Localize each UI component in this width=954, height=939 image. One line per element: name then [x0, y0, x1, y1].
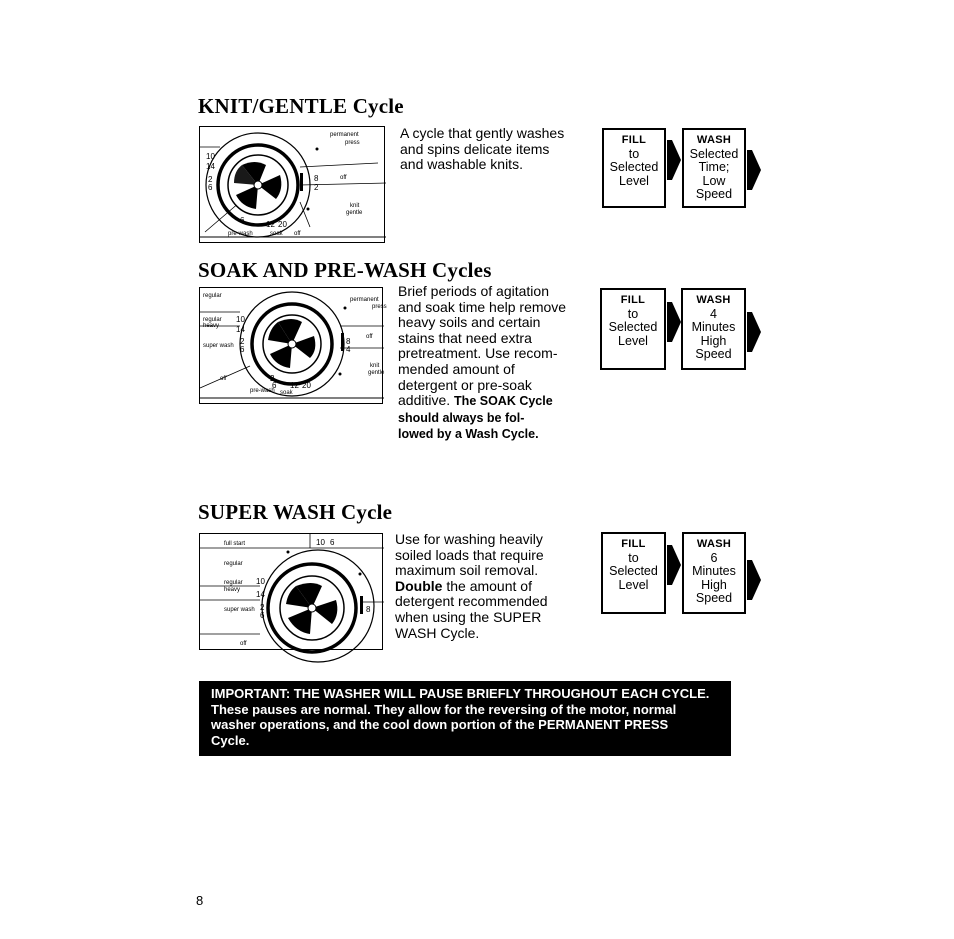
super-fill-arrow-icon [672, 545, 681, 585]
super-dial-illustration [199, 533, 383, 650]
knit-dial-num-2: 2 [208, 175, 213, 184]
knit-dial-num-6b: 6 [240, 216, 245, 225]
super-dial-num-6: 6 [260, 611, 265, 620]
knit-dial-press-label: press [345, 140, 360, 146]
super-dial-num-2: 2 [260, 603, 265, 612]
knit-wash-line: Speed [695, 187, 733, 202]
knit-dial-num-14: 14 [206, 162, 215, 171]
soak-dial-off2-label: off [220, 376, 227, 382]
soak-dial-off-label: off [366, 334, 373, 340]
soak-wash-line: 4 [710, 306, 717, 321]
soak-dial-num-4: 4 [346, 345, 351, 354]
knit-wash-box [682, 128, 746, 208]
soak-desc-line [398, 426, 566, 443]
soak-fill-arrow-icon [672, 302, 681, 342]
super-dial-heavy-label: heavy [224, 587, 241, 593]
soak-dial-permanent-label: permanent [350, 297, 379, 303]
soak-fill-line: Level [618, 333, 648, 348]
important-line: Cycle. [211, 732, 250, 748]
super-wash-line: 6 [710, 550, 718, 565]
knit-desc-line: and washable knits. [400, 156, 523, 173]
super-dial-regular2-label: regular [224, 580, 243, 586]
knit-desc-line: and spins delicate items [400, 140, 550, 157]
soak-desc-line: and soak time help remove [398, 298, 567, 315]
soak-desc-bold: lowed by a Wash Cycle. [398, 427, 539, 442]
knit-dial-num-12: 12 [266, 220, 275, 229]
super-description [395, 532, 548, 641]
knit-wash-arrow-icon [752, 150, 761, 190]
soak-fill-label: FILL [620, 294, 646, 306]
super-dial-num-10: 10 [256, 577, 265, 586]
soak-wash-line: Minutes [691, 320, 736, 335]
soak-fill-line: Selected [608, 320, 658, 335]
knit-desc-line: A cycle that gently washes [400, 125, 565, 141]
super-dial-fullstart-label: full start [224, 541, 246, 547]
knit-fill-line: Level [619, 173, 649, 188]
soak-wash-line: High [700, 333, 727, 348]
knit-wash-line: Selected [689, 146, 739, 161]
soak-prewash-heading: SOAK AND PRE-WASH Cycles [198, 258, 492, 282]
super-wash-line: High [701, 577, 727, 592]
soak-desc-line: pretreatment. Use recom- [398, 345, 558, 362]
super-dial-superwash-label: super wash [224, 607, 255, 613]
knit-dial-num-20: 20 [278, 220, 287, 229]
important-notice [199, 681, 731, 756]
soak-desc-line: mended amount of [398, 360, 515, 377]
knit-wash-line: Time; [698, 160, 730, 175]
knit-fill-label: FILL [621, 134, 647, 146]
super-desc-bold: Double [395, 577, 443, 594]
soak-dial-num-8: 8 [346, 337, 351, 346]
soak-dial-num-6: 6 [240, 345, 245, 354]
super-wash-heading: SUPER WASH Cycle [198, 500, 393, 524]
important-line: washer operations, and the cool down portion of the PERMANENT PRESS [211, 717, 669, 733]
super-desc-line: Use for washing heavily [395, 531, 543, 547]
knit-dial-prewash-label: pre-wash [228, 231, 253, 237]
knit-dial-off2-label: off [294, 231, 301, 237]
soak-desc-line: heavy soils and certain [398, 314, 541, 331]
knit-description [400, 126, 564, 173]
soak-fill-box [600, 288, 666, 370]
soak-dial-num-6b: 6 [272, 381, 277, 390]
super-dial-regular-label: regular [224, 561, 243, 567]
soak-dial-num-2b: 2 [270, 374, 275, 383]
super-dial-num-14: 14 [256, 590, 265, 599]
soak-dial-regular2-label: regular [203, 317, 222, 323]
knit-dial-off-label: off [340, 175, 347, 181]
page-number: 8 [196, 893, 204, 908]
soak-wash-box [681, 288, 746, 370]
super-fill-line: to [628, 550, 639, 565]
super-desc-after-bold: the amount of [442, 577, 532, 594]
soak-dial-num-2: 2 [240, 337, 245, 346]
knit-dial-soak-label: soak [270, 231, 283, 237]
super-fill-label: FILL [621, 538, 646, 550]
super-desc-line: soiled loads that require [395, 546, 544, 563]
super-fill-line: Level [618, 577, 649, 592]
knit-dial-permanent-label: permanent [330, 132, 359, 138]
soak-dial-num-20: 20 [302, 381, 311, 390]
knit-dial-gentle-label: gentle [346, 210, 363, 216]
super-desc-line [395, 579, 548, 595]
knit-fill-box [602, 128, 666, 208]
soak-dial-press-label: press [372, 304, 387, 310]
soak-desc-line: detergent or pre-soak [398, 376, 532, 393]
knit-wash-label: WASH [696, 134, 732, 146]
soak-dial-prewash-label: pre-wash [250, 388, 275, 394]
important-line: IMPORTANT: THE WASHER WILL PAUSE BRIEFLY THROUGHOUT EACH CYCLE. [211, 686, 710, 701]
knit-fill-line: to [628, 146, 640, 161]
soak-desc-line [398, 393, 566, 410]
super-desc-line: maximum soil removal. [395, 562, 539, 579]
soak-desc-bold: The SOAK Cycle [454, 394, 553, 409]
soak-wash-line: Speed [695, 347, 732, 362]
super-wash-arrow-icon [752, 560, 761, 600]
soak-desc-additive: additive. [398, 392, 451, 409]
important-line: These pauses are normal. They allow for the reversing of the motor, normal [211, 701, 677, 717]
super-dial-top-10: 10 [316, 538, 325, 547]
soak-wash-arrow-icon [752, 312, 761, 352]
super-wash-label: WASH [696, 538, 732, 550]
soak-description [398, 284, 566, 443]
super-wash-box [682, 532, 746, 614]
knit-wash-line: Low [702, 173, 726, 188]
soak-dial-num-10: 10 [236, 315, 245, 324]
knit-dial-num-6: 6 [208, 183, 213, 192]
soak-dial-superwash-label: super wash [203, 343, 234, 349]
super-wash-line: Speed [695, 591, 733, 606]
soak-fill-line: to [627, 306, 639, 321]
knit-gentle-heading: KNIT/GENTLE Cycle [198, 94, 404, 118]
soak-dial-gentle-label: gentle [368, 370, 385, 376]
knit-dial-num-2b: 2 [314, 183, 319, 192]
super-fill-line: Selected [609, 564, 658, 579]
super-desc-line: detergent recommended [395, 593, 548, 610]
knit-fill-arrow-icon [672, 140, 681, 180]
super-dial-top-6: 6 [330, 538, 335, 547]
knit-dial-knit-label: knit [350, 203, 360, 209]
soak-dial-heavy-label: heavy [203, 323, 220, 329]
super-dial-num-8: 8 [366, 605, 371, 614]
soak-dial-regular-label: regular [203, 293, 222, 299]
super-dial-off-label: off [240, 641, 247, 647]
knit-dial-num-8: 8 [314, 174, 319, 183]
super-wash-line: Minutes [692, 564, 736, 579]
super-desc-line: WASH Cycle. [395, 624, 480, 641]
soak-dial-num-14: 14 [236, 325, 245, 334]
soak-dial-soak-label: soak [280, 390, 293, 396]
soak-desc-line: stains that need extra [398, 329, 532, 346]
soak-wash-label: WASH [696, 294, 731, 306]
soak-desc-line: Brief periods of agitation [398, 283, 549, 299]
soak-dial-num-12: 12 [290, 381, 299, 390]
knit-fill-line: Selected [609, 160, 659, 175]
soak-dial-illustration [199, 287, 387, 404]
knit-dial-num-10: 10 [206, 152, 215, 161]
soak-dial-knit-label: knit [370, 363, 380, 369]
super-desc-line: when using the SUPER [395, 608, 542, 625]
knit-dial-illustration [199, 126, 385, 243]
soak-desc-bold: should always be fol- [398, 410, 525, 425]
soak-desc-line [398, 410, 566, 427]
super-fill-box [601, 532, 666, 614]
